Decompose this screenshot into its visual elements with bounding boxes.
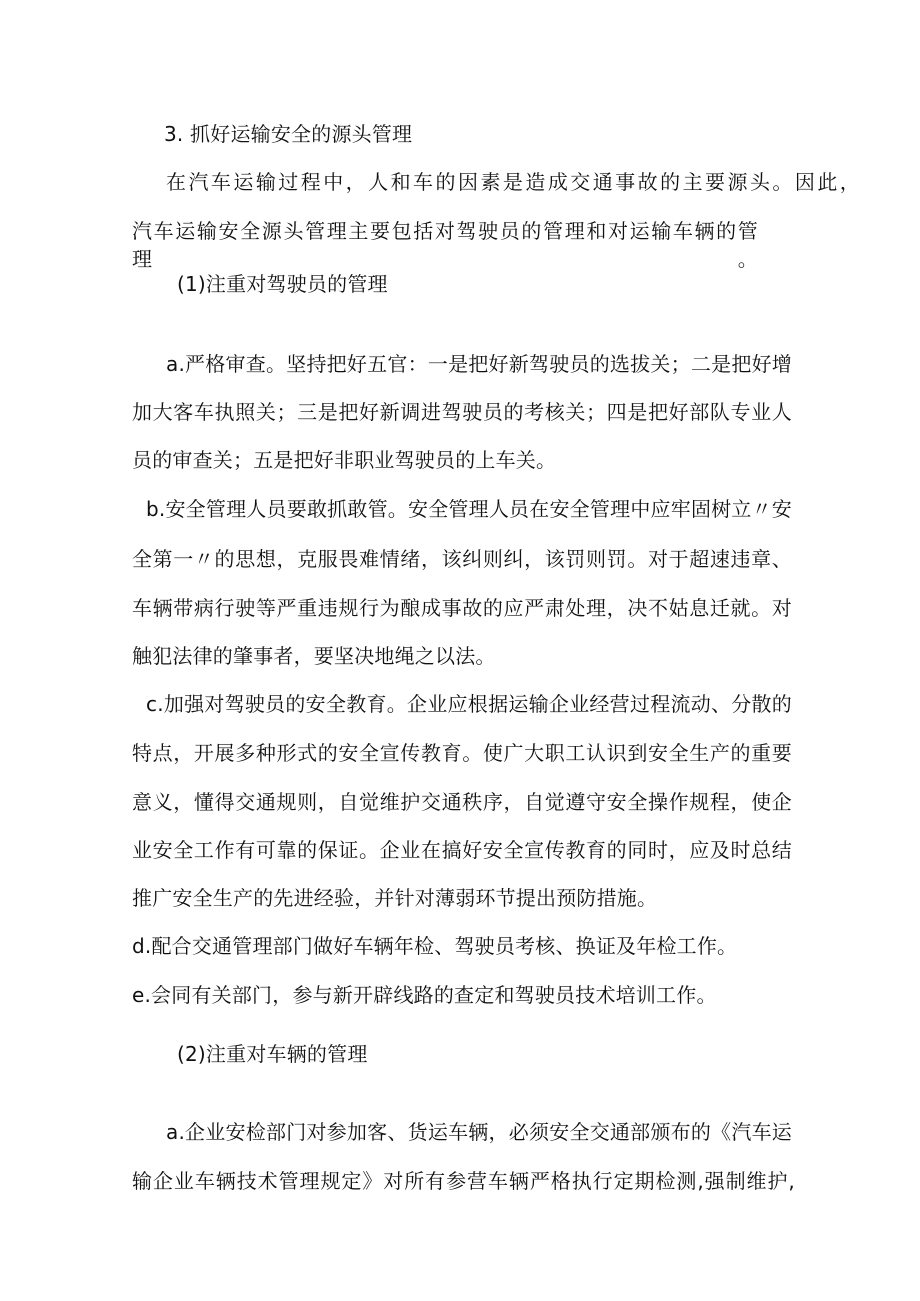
- item-c-line-4: 业安全工作有可靠的保证。企业在搞好安全宣传教育的同时，应及时总结: [132, 838, 792, 862]
- item-c-line-3: 意义，懂得交通规则，自觉维护交通秩序，自觉遵守安全操作规程，使企: [132, 790, 792, 814]
- item-b-line-3: 车辆带病行驶等严重违规行为酿成事故的应严肃处理，决不姑息迁就。对: [132, 596, 792, 620]
- item-d: d.配合交通管理部门做好车辆年检、驾驶员考核、换证及年检工作。: [132, 934, 738, 958]
- item-a-line-2: 加大客车执照关；三是把好新调进驾驶员的考核关；四是把好部队专业人: [132, 400, 792, 424]
- subsection-title-drivers: (1)注重对驾驶员的管理: [177, 272, 388, 296]
- subsection-title-vehicles: (2)注重对车辆的管理: [177, 1042, 368, 1066]
- intro-line-1: 在汽车运输过程中，人和车的因素是造成交通事故的主要源头。因此，: [166, 170, 860, 194]
- item-a-line-1: a.严格审查。坚持把好五官：一是把好新驾驶员的选拔关；二是把好增: [166, 352, 792, 376]
- item-b-line-1: b.安全管理人员要敢抓敢管。安全管理人员在安全管理中应牢固树立〃安: [146, 497, 792, 521]
- item-b-line-2: 全第一〃的思想，克服畏难情绪，该纠则纠，该罚则罚。对于超速违章、: [132, 547, 792, 571]
- item-c-line-2: 特点，开展多种形式的安全宣传教育。使广大职工认识到安全生产的重要: [132, 741, 792, 765]
- item-2a-line-2: 输企业车辆技术管理规定》对所有参营车辆严格执行定期检测,强制维护,: [132, 1169, 795, 1193]
- item-e: e.会同有关部门，参与新开辟线路的查定和驾驶员技术培训工作。: [132, 983, 717, 1007]
- item-c-line-1: c.加强对驾驶员的安全教育。企业应根据运输企业经营过程流动、分散的: [146, 692, 792, 716]
- section-title: 3. 抓好运输安全的源头管理: [164, 122, 413, 146]
- item-b-line-4: 触犯法律的肇事者，要坚决地绳之以法。: [132, 644, 496, 668]
- item-c-line-5: 推广安全生产的先进经验，并针对薄弱环节提出预防措施。: [132, 886, 658, 910]
- item-a-line-3: 员的审查关；五是把好非职业驾驶员的上车关。: [132, 448, 557, 472]
- item-2a-line-1: a.企业安检部门对参加客、货运车辆，必须安全交通部颁布的《汽车运: [166, 1120, 792, 1144]
- intro-line-2: 汽车运输安全源头管理主要包括对驾驶员的管理和对运输车辆的管理。: [132, 219, 758, 271]
